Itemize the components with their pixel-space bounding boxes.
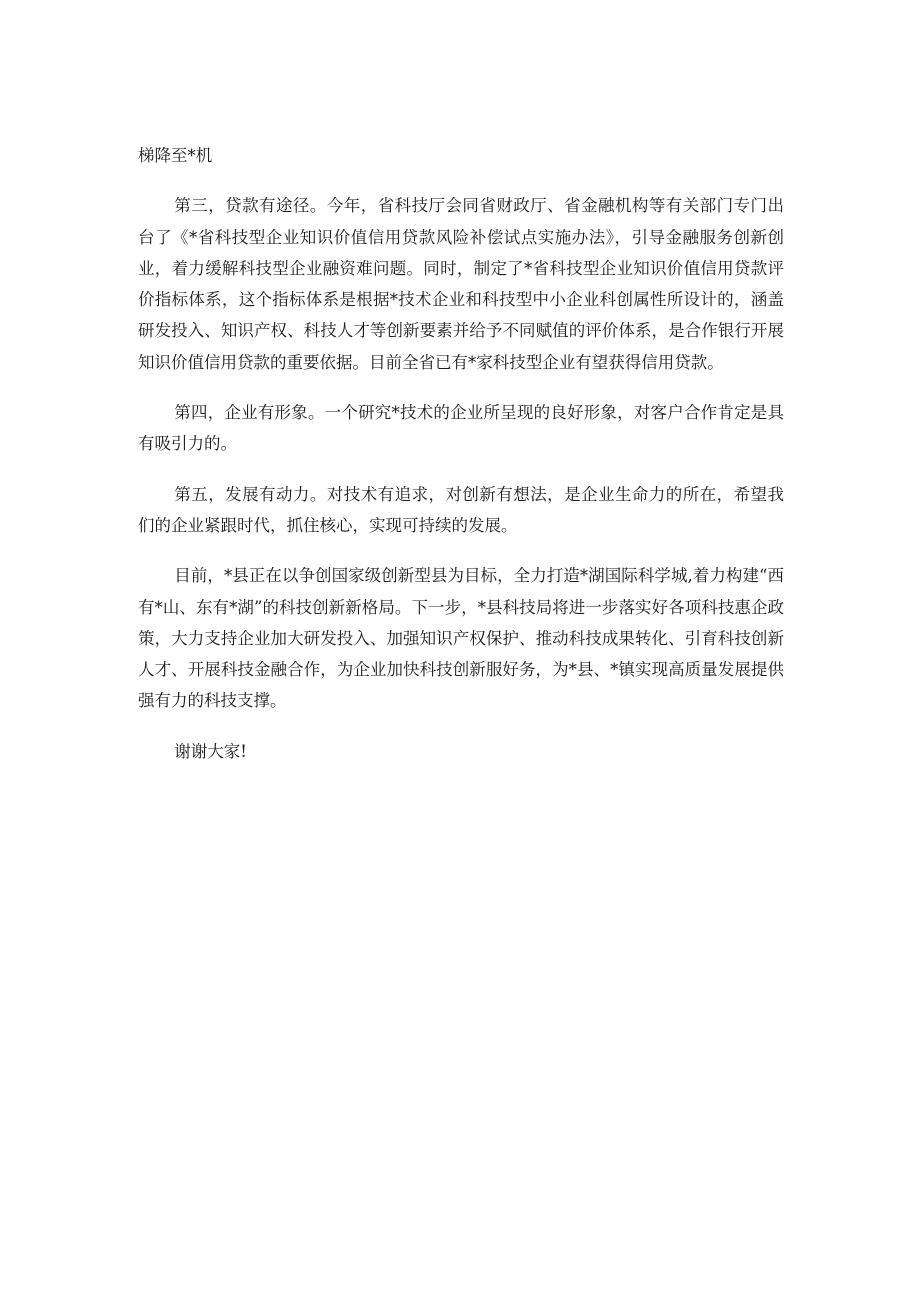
document-page [138,140,784,786]
paragraph-thanks: 谢谢大家! [174,741,247,761]
paragraph-continuation: 梯降至*机 [138,146,213,165]
paragraph-loans: 第三，贷款有途径。今年，省科技厅会同省财政厅、省金融机构等有关部门专门出台了《*省科技型企业知识价值信用贷款风险补偿试点实施办法》，引导金融服务创新创业，着力缓解科技型企业融资难问题。同时，制定了*省科技型企业知识价值信用贷款评价指标体系，这个指标体系是根据*技术企业和科技型中小企业科创属性所设计的，涵盖研发投入、知识产权、科技人才等创新要素并给予不同赋值的评价体系，是合作银行开展知识价值信用贷款的重要依据。目前全省已有*家科技型企业有望获得信用贷款。 [138,196,784,372]
paragraph-outlook: 目前，*县正在以争创国家级创新型县为目标，全力打造*湖国际科学城,着力构建“西有*山、东有*湖”的科技创新新格局。下一步，*县科技局将进一步落实好各项科技惠企政策，大力支持企业加大研发投入、加强知识产权保护、推动科技成果转化、引育科技创新人才、开展科技金融合作，为企业加快科技创新服好务，为*县、*镇实现高质量发展提供强有力的科技支撑。 [138,566,784,711]
paragraph-image: 第四，企业有形象。一个研究*技术的企业所呈现的良好形象，对客户合作肯定是具有吸引力的。 [138,403,784,454]
paragraph-momentum: 第五，发展有动力。对技术有追求，对创新有想法，是企业生命力的所在，希望我们的企业紧跟时代，抓住核心，实现可持续的发展。 [138,484,784,535]
